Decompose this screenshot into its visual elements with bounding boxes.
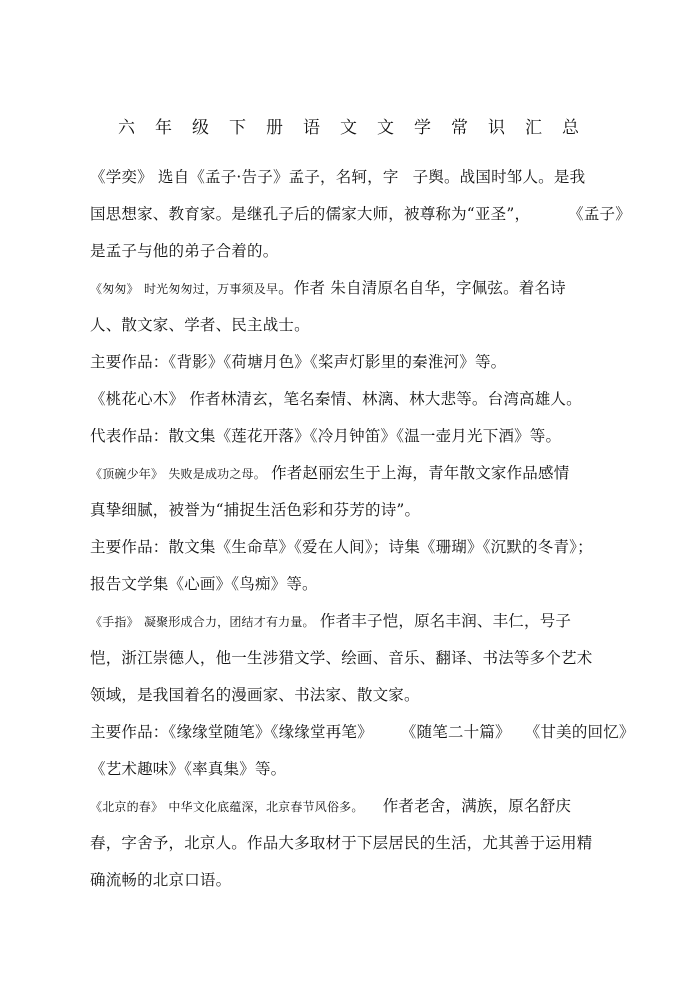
shouzhi-works-1-a: 主要作品：《缘缘堂随笔》《缘缘堂再笔》 bbox=[90, 723, 373, 741]
congcong-line-1-rest: 。作者 朱自清原名自华，字佩弦。着名诗 bbox=[278, 279, 566, 297]
xueyi-line-2-a: 国思想家、教育家。是继孔子后的儒家大师，被尊称为“亚圣”， bbox=[90, 205, 531, 223]
xueyi-line-2-b: 《孟子》 bbox=[568, 205, 631, 223]
congcong-line-2: 人、散文家、学者、民主战士。 bbox=[90, 316, 310, 334]
beijing-title: 《北京的春》 bbox=[90, 800, 164, 814]
xueyi-line-2 bbox=[90, 202, 631, 224]
beijing-line-2: 春，字舍予，北京人。作品大多取材于下层居民的生活，尤其善于运用精 bbox=[90, 834, 593, 852]
congcong-line-1 bbox=[90, 276, 566, 298]
dingwan-works-2: 报告文学集《心画》《鸟痴》等。 bbox=[90, 575, 318, 593]
shouzhi-motto: 凝聚形成合力，团结才有力量。 bbox=[143, 615, 315, 629]
shouzhi-line-3: 领域，是我国着名的漫画家、书法家、散文家。 bbox=[90, 686, 420, 704]
shouzhi-works-1-b: 《随笔二十篇》 bbox=[400, 723, 511, 741]
dingwan-line-2: 真挚细腻，被誉为“捕捉生活色彩和芬芳的诗”。 bbox=[90, 501, 421, 519]
taohua-line-1: 《桃花心木》 作者林清玄，笔名秦情、林漓、林大悲等。台湾高雄人。 bbox=[90, 390, 582, 408]
dingwan-title: 《顶碗少年》 bbox=[90, 467, 164, 481]
xueyi-line-1 bbox=[90, 165, 585, 187]
dingwan-motto: 失败是成功之母。 bbox=[168, 467, 266, 481]
page-title: 六年级下册语文文学常识汇总 bbox=[118, 118, 599, 138]
beijing-line-1 bbox=[90, 794, 571, 816]
shouzhi-works-2: 《艺术趣味》《率真集》等。 bbox=[90, 760, 287, 778]
shouzhi-title: 《手指》 bbox=[90, 615, 139, 629]
xueyi-line-1-a: 《学奕》 选自《孟子·告子》孟子，名轲，字 bbox=[90, 168, 399, 186]
shouzhi-line-2: 恺，浙江崇德人，他一生涉猎文学、绘画、音乐、翻译、书法等多个艺术 bbox=[90, 649, 593, 667]
xueyi-line-3: 是孟子与他的弟子合着的。 bbox=[90, 242, 279, 260]
congcong-works: 主要作品：《背影》《荷塘月色》《桨声灯影里的秦淮河》等。 bbox=[90, 353, 507, 371]
shouzhi-line-1 bbox=[90, 609, 571, 631]
xueyi-line-1-b: 子舆。战国时邹人。是我 bbox=[412, 168, 586, 186]
congcong-title: 《匆匆》 bbox=[90, 282, 139, 296]
dingwan-line-1-rest: 作者赵丽宏生于上海，青年散文家作品感情 bbox=[271, 464, 570, 482]
beijing-motto: 中华文化底蕴深，北京春节风俗多。 bbox=[168, 800, 364, 814]
dingwan-works-1: 主要作品：散文集《生命草》《爱在人间》；诗集《珊瑚》《沉默的冬青》； bbox=[90, 538, 593, 556]
beijing-line-1-rest: 作者老舍，满族，原名舒庆 bbox=[382, 797, 572, 815]
shouzhi-line-1-rest: 作者丰子恺，原名丰润、丰仁，号子 bbox=[319, 612, 572, 630]
shouzhi-works-1-c: 《甘美的回忆》 bbox=[524, 723, 635, 741]
dingwan-line-1 bbox=[90, 461, 569, 483]
beijing-line-3: 确流畅的北京口语。 bbox=[90, 871, 232, 889]
congcong-motto: 时光匆匆过，万事须及早 bbox=[143, 282, 279, 296]
shouzhi-works-1 bbox=[90, 720, 635, 742]
taohua-works: 代表作品：散文集《莲花开落》《冷月钟笛》《温一壶月光下酒》等。 bbox=[90, 427, 562, 445]
